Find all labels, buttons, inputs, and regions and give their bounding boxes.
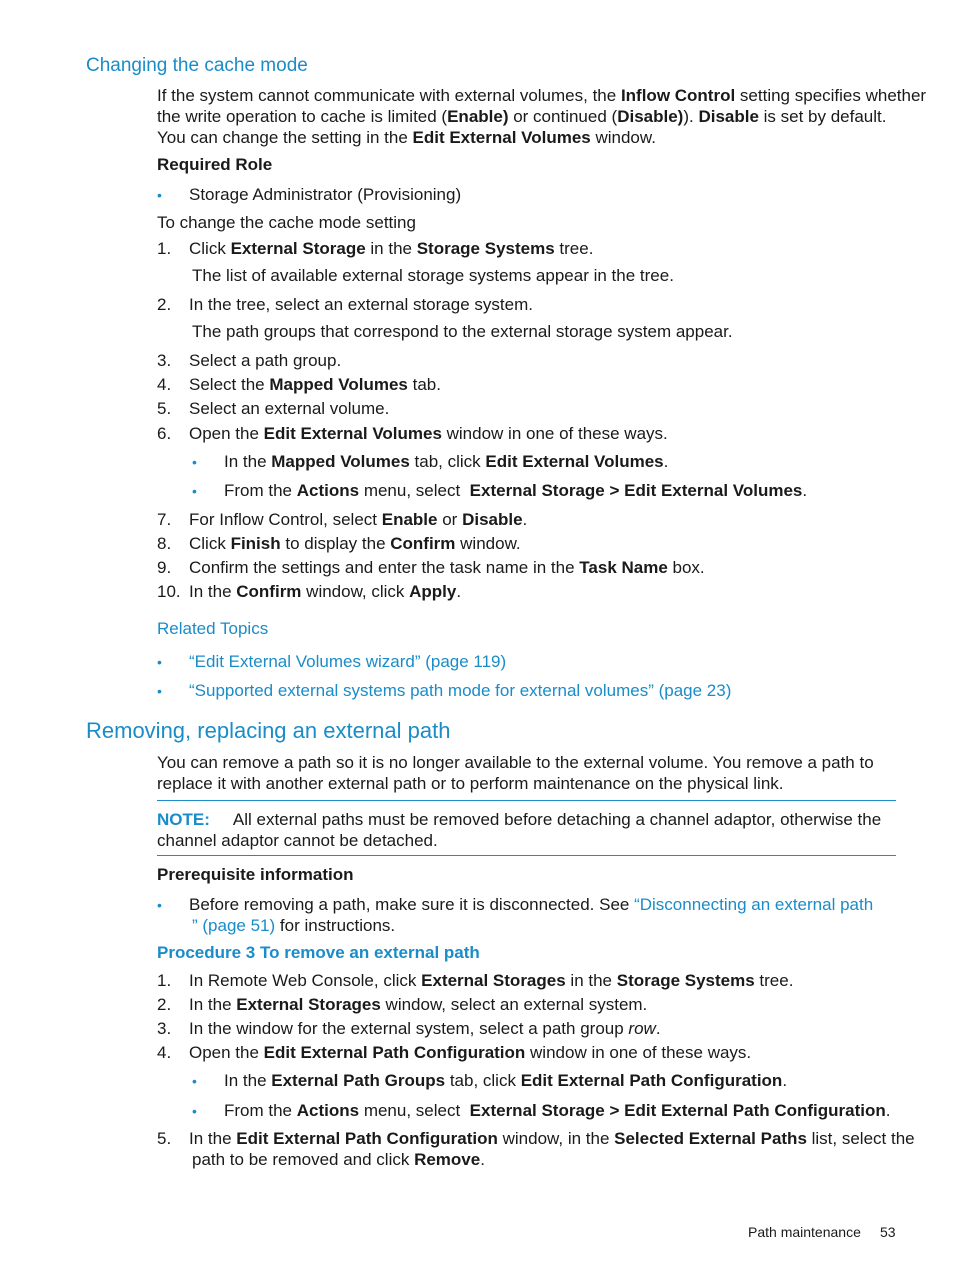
section2-para-line-1: You can remove a path so it is no longer available to the external volume. You remove a path to xyxy=(157,753,874,772)
step-7: 7. For Inflow Control, select Enable or Disable. xyxy=(157,510,528,529)
proc-step-4-sub-2: • From the Actions menu, select External Storage > Edit External Path Configuration. xyxy=(192,1101,891,1120)
intro-line-1: If the system cannot communicate with external volumes, the Inflow Control setting specifies whether xyxy=(157,86,927,105)
footer-section-label: Path maintenance xyxy=(748,1224,861,1240)
related-topics-label: Related Topics xyxy=(157,619,269,638)
footer-page-number: 53 xyxy=(880,1224,896,1240)
related-link-item-2[interactable] xyxy=(157,680,731,702)
proc-step-2: 2. In the External Storages window, select an external system. xyxy=(157,995,648,1014)
section-heading-cache-mode: Changing the cache mode xyxy=(86,55,308,76)
note-label: NOTE: xyxy=(157,810,210,829)
step-6-sub-1: • In the Mapped Volumes tab, click Edit External Volumes. xyxy=(192,452,669,471)
section2-para-line-2: replace it with another external path or to perform maintenance on the physical link. xyxy=(157,774,784,793)
step-5: 5. Select an external volume. xyxy=(157,399,390,418)
step-3: 3. Select a path group. xyxy=(157,351,342,370)
bullet-icon: • xyxy=(157,897,162,913)
proc-step-3: 3. In the window for the external system, select a path group row. xyxy=(157,1019,661,1038)
bullet-icon: • xyxy=(157,654,162,670)
bullet-icon: • xyxy=(192,483,197,499)
procedure-label: Procedure 3 To remove an external path xyxy=(157,943,480,962)
bullet-icon: • xyxy=(157,683,162,699)
step-9: 9. Confirm the settings and enter the task name in the Task Name box. xyxy=(157,558,705,577)
proc-step-5: 5. In the Edit External Path Configuration window, in the Selected External Paths list, select the xyxy=(157,1129,915,1148)
related-link-supported-path-mode[interactable]: “Supported external systems path mode for external volumes” (page 23) xyxy=(189,681,732,700)
prerequisite-item-cont: ” (page 51) for instructions. xyxy=(192,916,396,935)
proc-step-5-cont: path to be removed and click Remove. xyxy=(192,1150,485,1169)
step-6: 6. Open the Edit External Volumes window in one of these ways. xyxy=(157,424,668,443)
intro-line-2: the write operation to cache is limited (Enable) or continued (Disable)). Disable is set by default. xyxy=(157,107,887,126)
bullet-icon: • xyxy=(157,187,162,203)
step-1: 1. Click External Storage in the Storage Systems tree. xyxy=(157,239,594,258)
related-link-item-1[interactable] xyxy=(157,651,506,673)
step-2-note: The path groups that correspond to the external storage system appear. xyxy=(192,322,733,341)
intro-line-3: You can change the setting in the Edit External Volumes window. xyxy=(157,128,656,147)
prerequisite-item: • Before removing a path, make sure it is disconnected. See “Disconnecting an external path xyxy=(157,895,874,914)
to-change-text: To change the cache mode setting xyxy=(157,213,416,232)
proc-step-1: 1. In Remote Web Console, click External Storages in the Storage Systems tree. xyxy=(157,971,794,990)
step-1-note: The list of available external storage systems appear in the tree. xyxy=(192,266,674,285)
role-list-item: • Storage Administrator (Provisioning) xyxy=(157,185,462,204)
related-link-edit-external-volumes[interactable]: “Edit External Volumes wizard” (page 119) xyxy=(189,652,507,671)
prerequisite-label: Prerequisite information xyxy=(157,865,354,884)
proc-step-4-sub-1: • In the External Path Groups tab, click Edit External Path Configuration. xyxy=(192,1071,788,1090)
step-2: 2. In the tree, select an external storage system. xyxy=(157,295,533,314)
step-10: 10. In the Confirm window, click Apply. xyxy=(157,582,462,601)
bullet-icon: • xyxy=(192,1103,197,1119)
required-role-label: Required Role xyxy=(157,155,273,174)
step-8: 8. Click Finish to display the Confirm window. xyxy=(157,534,521,553)
bullet-icon: • xyxy=(192,454,197,470)
link-disconnecting-external-path[interactable]: “Disconnecting an external path xyxy=(634,895,874,914)
note-bottom-rule xyxy=(157,855,896,856)
step-6-sub-2: • From the Actions menu, select External Storage > Edit External Volumes. xyxy=(192,481,808,500)
proc-step-4: 4. Open the Edit External Path Configuration window in one of these ways. xyxy=(157,1043,752,1062)
note-line-2: channel adaptor cannot be detached. xyxy=(157,831,438,850)
step-4: 4. Select the Mapped Volumes tab. xyxy=(157,375,441,394)
note-line-1: NOTE: All external paths must be removed before detaching a channel adaptor, otherwise the xyxy=(157,810,882,829)
note-top-rule xyxy=(157,800,896,801)
link-disconnecting-external-path-page[interactable]: ” (page 51) xyxy=(192,916,276,935)
bullet-icon: • xyxy=(192,1073,197,1089)
section-heading-removing-path: Removing, replacing an external path xyxy=(86,718,451,743)
